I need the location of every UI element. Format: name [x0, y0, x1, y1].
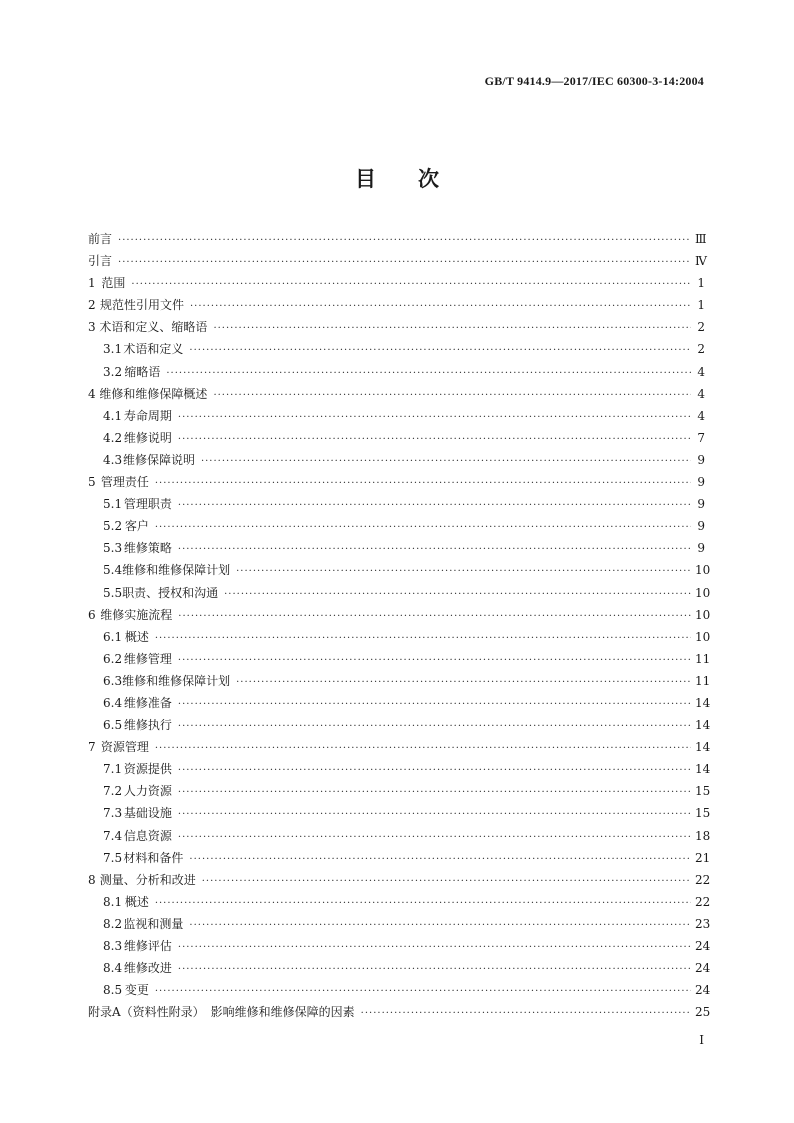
toc-entry[interactable]: [88, 714, 711, 736]
dot-leader: [178, 804, 691, 826]
toc-entry[interactable]: [88, 1001, 711, 1023]
toc-entry-page: 9: [697, 475, 705, 490]
toc-entry-page: 15: [695, 784, 711, 799]
toc-entry-page: 10: [695, 607, 711, 622]
toc-entry-page: 23: [695, 916, 711, 931]
toc-entry-number: 4: [88, 386, 96, 401]
dot-leader: [118, 252, 691, 274]
dot-leader: [178, 959, 691, 981]
toc-entry[interactable]: [88, 582, 711, 604]
toc-entry[interactable]: [88, 250, 705, 272]
dot-leader: [178, 539, 691, 561]
toc-entry-title: 信息资源: [123, 828, 172, 843]
toc-entry-number: 3.1: [103, 342, 123, 357]
toc-entry-title: 维修改进: [123, 961, 172, 976]
toc-entry-number: 8.5: [103, 983, 123, 998]
toc-entry-title: 维修管理: [123, 651, 172, 666]
toc-entry-number: 6: [88, 607, 96, 622]
toc-entry-page: 1: [697, 276, 705, 291]
toc-entry-title: 维修和维修保障计划: [122, 563, 231, 578]
toc-entry-number: 5.1: [103, 497, 123, 512]
toc-entry-title: 概述: [124, 629, 149, 644]
toc-entry-title: 维修说明: [123, 430, 172, 445]
toc-entry-page: 24: [695, 939, 711, 953]
toc-entry[interactable]: [88, 869, 711, 891]
toc-entry-title: 寿命周期: [123, 408, 172, 423]
toc-entry-page: 7: [697, 430, 705, 445]
dot-leader: [224, 584, 691, 606]
toc-entry-number: 6.4: [103, 695, 123, 710]
toc-entry-page: 15: [695, 806, 711, 821]
toc-entry-title: 维修实施流程: [100, 607, 173, 622]
page-number: Ⅰ: [699, 1033, 704, 1047]
toc-entry-title: 基础设施: [123, 806, 172, 821]
toc-entry-title: 维修保障说明: [122, 452, 195, 467]
toc-entry-page: 18: [695, 828, 711, 843]
dot-leader: [201, 451, 691, 473]
toc-entry-title: 维修策略: [123, 541, 172, 556]
toc-entry-number: 5: [88, 475, 96, 490]
toc-entry-number: 7.5: [103, 850, 123, 865]
toc-entry-page: 11: [695, 651, 711, 666]
page-title: [0, 163, 794, 193]
dot-leader: [155, 628, 691, 650]
toc-entry[interactable]: [88, 758, 711, 780]
dot-leader: [178, 650, 691, 672]
toc-entry-number: 5.5: [103, 585, 123, 600]
toc-entry-title: 范围: [101, 276, 126, 291]
toc-entry-number: 5.3: [103, 541, 123, 556]
toc-entry-number: 5.4: [103, 563, 123, 578]
toc-entry-title: 管理责任: [100, 475, 149, 490]
toc-entry[interactable]: [88, 294, 705, 316]
toc-entry-number: 8.3: [103, 939, 123, 953]
toc-entry[interactable]: [88, 383, 705, 405]
toc-entry[interactable]: [88, 780, 711, 802]
dot-leader: [189, 340, 691, 362]
dot-leader: [202, 871, 691, 893]
toc-entry-title: 人力资源: [123, 784, 172, 799]
toc-entry-title: 引言: [88, 254, 113, 269]
dot-leader: [178, 694, 691, 716]
dot-leader: [213, 385, 691, 407]
dot-leader: [178, 760, 691, 782]
toc-entry[interactable]: [88, 935, 711, 957]
toc-entry[interactable]: [88, 228, 705, 250]
toc-entry-title: 客户: [124, 519, 149, 534]
toc-entry-title: 术语和定义: [123, 342, 184, 357]
toc-entry-page: 4: [697, 408, 705, 423]
toc-entry[interactable]: [88, 338, 705, 360]
toc-entry-page: 14: [695, 718, 711, 733]
dot-leader: [361, 1003, 691, 1025]
dot-leader: [236, 672, 691, 694]
toc-entry[interactable]: [88, 471, 705, 493]
toc-entry-title: 前言: [88, 232, 113, 246]
dot-leader: [155, 893, 691, 915]
toc-entry-page: 9: [697, 452, 705, 467]
toc-entry-page: 9: [697, 519, 705, 534]
toc-entry-number: 7.1: [103, 762, 123, 777]
dot-leader: [178, 495, 691, 517]
dot-leader: [189, 915, 691, 937]
toc-entry-page: 14: [695, 762, 711, 777]
toc-entry-page: 24: [695, 983, 711, 998]
toc-entry[interactable]: [88, 361, 705, 383]
dot-leader: [178, 937, 691, 959]
toc-entry-page: 24: [695, 961, 711, 976]
toc-entry-number: 2: [88, 298, 96, 313]
toc-entry-page: 11: [695, 673, 711, 688]
toc-entry-page: 25: [695, 1005, 711, 1020]
dot-leader: [190, 296, 691, 318]
toc-entry[interactable]: [88, 891, 711, 913]
toc-entry-title: 测量、分析和改进: [99, 872, 196, 887]
toc-entry-number: 7.3: [103, 806, 123, 821]
title-char-1: 目: [355, 166, 376, 191]
toc-entry-title: 资源管理: [100, 740, 149, 755]
toc-entry-page: 4: [697, 364, 705, 379]
toc-entry-number: 8.4: [103, 961, 123, 976]
toc-entry-number: 4.1: [103, 408, 123, 423]
table-of-contents: [88, 228, 711, 1023]
toc-entry-page: 9: [697, 541, 705, 556]
toc-entry[interactable]: [88, 736, 711, 758]
toc-entry-title: 缩略语: [124, 364, 161, 379]
dot-leader: [178, 827, 691, 849]
toc-entry-title: 材料和备件: [123, 850, 184, 865]
toc-entry-title: 维修和维修保障概述: [99, 386, 208, 401]
toc-entry-title: 监视和测量: [123, 916, 184, 931]
toc-entry-page: 2: [697, 342, 705, 357]
dot-leader: [178, 429, 691, 451]
toc-entry[interactable]: [88, 316, 705, 338]
toc-entry[interactable]: [88, 449, 705, 471]
toc-entry-page: 2: [697, 320, 705, 335]
toc-entry[interactable]: [88, 405, 705, 427]
toc-entry-number: 6.5: [103, 718, 123, 733]
dot-leader: [131, 274, 691, 296]
toc-entry[interactable]: [88, 272, 705, 294]
toc-entry[interactable]: [88, 537, 705, 559]
toc-entry[interactable]: [88, 626, 711, 648]
toc-entry-number: 3: [88, 320, 96, 335]
toc-entry-title: 术语和定义、缩略语: [99, 320, 208, 335]
dot-leader: [178, 407, 691, 429]
toc-entry[interactable]: [88, 802, 711, 824]
toc-entry-number: 6.1: [103, 629, 123, 644]
toc-entry-page: 10: [695, 563, 711, 578]
dot-leader: [118, 230, 691, 252]
toc-entry-number: 7: [88, 740, 96, 755]
toc-entry[interactable]: [88, 515, 705, 537]
toc-entry-number: 7.4: [103, 828, 123, 843]
toc-entry-title: 维修和维修保障计划: [122, 673, 231, 688]
dot-leader: [178, 716, 691, 738]
toc-entry[interactable]: [88, 493, 705, 515]
toc-entry-number: 3.2: [103, 364, 123, 379]
toc-entry[interactable]: [88, 427, 705, 449]
dot-leader: [236, 561, 691, 583]
toc-entry-number: 8.1: [103, 894, 123, 909]
toc-entry[interactable]: [88, 604, 711, 626]
toc-entry-number: 6.3: [103, 673, 123, 688]
toc-entry-title: 概述: [124, 894, 149, 909]
toc-entry[interactable]: [88, 692, 711, 714]
toc-entry[interactable]: [88, 913, 711, 935]
toc-entry-number: 1: [88, 276, 96, 291]
dot-leader: [189, 849, 691, 871]
toc-entry-page: 22: [695, 872, 711, 887]
toc-entry[interactable]: [88, 847, 711, 869]
toc-entry-page: Ⅲ: [695, 232, 707, 246]
toc-entry-title: 附录A（资料性附录） 影响维修和维修保障的因素: [88, 1005, 355, 1020]
toc-entry-page: 1: [697, 298, 705, 313]
toc-entry[interactable]: [88, 825, 711, 847]
toc-entry-page: 14: [695, 695, 711, 710]
toc-entry-number: 7.2: [103, 784, 123, 799]
toc-entry[interactable]: [88, 957, 711, 979]
dot-leader: [155, 738, 691, 760]
toc-entry-page: 4: [697, 386, 705, 401]
toc-entry-number: 4.3: [103, 452, 123, 467]
toc-entry-title: 维修准备: [123, 695, 172, 710]
toc-entry-number: 8.2: [103, 916, 123, 931]
toc-entry-title: 变更: [124, 983, 149, 998]
toc-entry-title: 规范性引用文件: [99, 298, 184, 313]
toc-entry[interactable]: [88, 559, 711, 581]
toc-entry-title: 维修评估: [123, 939, 172, 953]
toc-entry[interactable]: [88, 670, 711, 692]
toc-entry-number: 6.2: [103, 651, 123, 666]
toc-entry-page: 10: [695, 629, 711, 644]
toc-entry-page: 14: [695, 740, 711, 755]
toc-entry[interactable]: [88, 979, 711, 1001]
toc-entry-number: 8: [88, 872, 96, 887]
dot-leader: [155, 473, 691, 495]
toc-entry-page: 22: [695, 894, 711, 909]
dot-leader: [155, 981, 691, 1003]
toc-entry-title: 职责、授权和沟通: [122, 585, 219, 600]
toc-entry-page: 9: [697, 497, 705, 512]
toc-entry-page: Ⅳ: [695, 254, 707, 269]
toc-entry-title: 资源提供: [123, 762, 172, 777]
dot-leader: [155, 517, 691, 539]
toc-entry-page: 21: [695, 850, 711, 865]
toc-entry-title: 管理职责: [123, 497, 172, 512]
title-char-2: 次: [418, 166, 439, 191]
standard-code: GB/T 9414.9—2017/IEC 60300-3-14:2004: [484, 74, 704, 88]
toc-entry[interactable]: [88, 648, 711, 670]
dot-leader: [166, 363, 691, 385]
toc-entry-page: 10: [695, 585, 711, 600]
toc-entry-number: 5.2: [103, 519, 123, 534]
toc-entry-number: 4.2: [103, 430, 123, 445]
dot-leader: [178, 606, 691, 628]
dot-leader: [213, 318, 691, 340]
dot-leader: [178, 782, 691, 804]
toc-entry-title: 维修执行: [123, 718, 172, 733]
